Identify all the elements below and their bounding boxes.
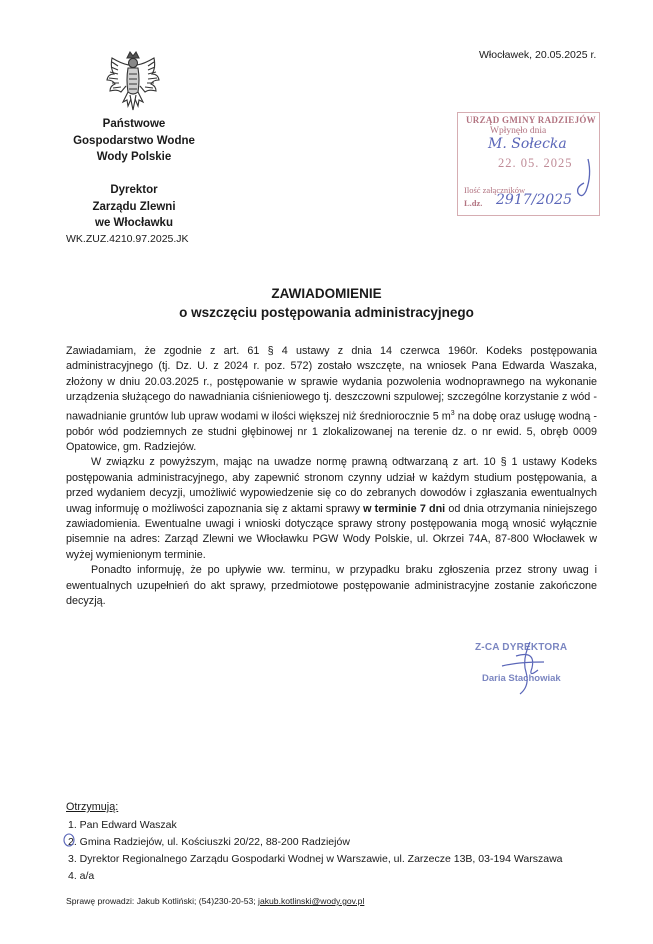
paragraph-2-text-b: od dnia otrzymania niniejszego zawiadomienia. Ewentualne uwagi i wnioski dotyczące sprawy strony postępowania mogą wnosić wyłącznie pisemnie na adres: Zarząd Zlewni we Włocławku PGW Wody Polskie, ul. Okrzei 74A, 87-800 Włocławek w wyżej wymienionym terminie. [66,502,597,561]
registry-stamp [457,112,600,216]
stamp-date: 22. 05. 2025 [498,156,573,170]
department-line: Zarządu Zlewni [92,200,176,213]
paragraph-1-text: Zawiadamiam, że zgodnie z art. 61 § 4 ustawy z dnia 14 czerwca 1960r. Kodeks postępowania administracyjnego (tj. Dz. U. z 2024 r. poz. 572) zostało wszczęte, na wniosek Pana Edwarda Waszaka, złożony w dniu 20.03.2025 r., postępowanie w sprawie wydania pozwolenia wodnoprawnego na wykonanie urządzenia służącego do nawadniania ciśnieniowego tj. deszczowni szpulowej; szczególne korzystanie z wód - nawadnianie gruntów lub upraw wodami w ilości większej niż średniorocznie 5 m [66,345,597,423]
list-item: 2. Gmina Radziejów, ul. Kościuszki 20/22, 88-200 Radziejów [68,836,350,848]
paragraph-1 [66,344,597,455]
handwritten-mark-icon [63,833,75,847]
department-line: Dyrektor [110,184,158,196]
reference-number: WK.ZUZ.4210.97.2025.JK [66,233,189,245]
body-text [66,344,597,610]
stamp-received-label: Wpłynęło dnia [490,126,547,136]
paragraph-1-end: na dobę oraz usługę wodną - pobór wód podziemnych ze studni głębinowej nr 1 zlokalizowanej na terenie dz. o nr ewid. 5, obręb 0009 Opatowice, gm. Radziejów. [66,410,598,454]
footer [66,896,364,906]
stamp-attachments-label: Ilość załączników [464,185,526,195]
list-item: 1. Pan Edward Waszak [68,819,177,831]
department-name [60,182,208,232]
stamp-handwritten-name: M. Sołecka [488,136,567,152]
stamp-ldz-label: L.dz. [464,198,483,208]
issuer-line: Gospodarstwo Wodne [73,134,195,147]
footer-email-link[interactable]: jakub.kotlinski@wody.gov.pl [258,896,365,906]
stamp-office-name: URZĄD GMINY RADZIEJÓW [466,115,596,125]
paragraph-3: Ponadto informuję, że po upływie ww. terminu, w przypadku braku zgłoszenia przez strony uwag i ewentualnych uzupełnień do akt sprawy, przedmiotowe postępowanie administracyjne zostanie zakończone decyzją. [66,564,597,608]
stamp-initials-icon [574,157,596,201]
eagle-emblem-icon [104,50,162,114]
place-and-date: Włocławek, 20.05.2025 r. [479,49,597,61]
department-line: we Włocławku [95,217,173,229]
recipients-heading: Otrzymują: [66,801,119,813]
footer-contact: Sprawę prowadzi: Jakub Kotliński; (54)230-20-53; [66,896,259,906]
deadline-emphasis: w terminie 7 dni [363,502,446,515]
paragraph-2 [66,455,597,563]
signature-block [472,640,597,698]
handwritten-signature-icon [492,640,552,698]
paragraph-2-text-a: W związku z powyższym, mając na uwadze normę prawną odtwarzaną z art. 10 § 1 ustawy Kodeks postępowania administracyjnego, aby zapewnić stronom czynny udział w każdym studium postępowania, a przed wydaniem decyzji, umożliwić wypowiedzenie się co do zebranych dowodów i zgłaszania ewentualnych uwag informuję o możliwości zapoznania się z aktami sprawy [66,456,597,515]
document-subtitle: o wszczęciu postępowania administracyjnego [179,305,474,320]
issuer-line: Wody Polskie [96,151,172,163]
signature-name: Daria Stachowiak [482,673,561,684]
document-title: ZAWIADOMIENIE [271,286,382,301]
list-item: 4. a/a [68,870,95,882]
issuer-name [60,116,208,166]
issuer-line: Państwowe [102,118,166,130]
list-item: 3. Dyrektor Regionalnego Zarządu Gospodarki Wodnej w Warszawie, ul. Zarzecze 13B, 03-194 Warszawa [68,853,563,865]
unit-superscript: 3 [450,409,455,417]
signature-title: Z-CA DYREKTORA [475,642,568,653]
stamp-entry-number: 2917/2025 [496,192,572,208]
recipients-list [68,817,563,885]
